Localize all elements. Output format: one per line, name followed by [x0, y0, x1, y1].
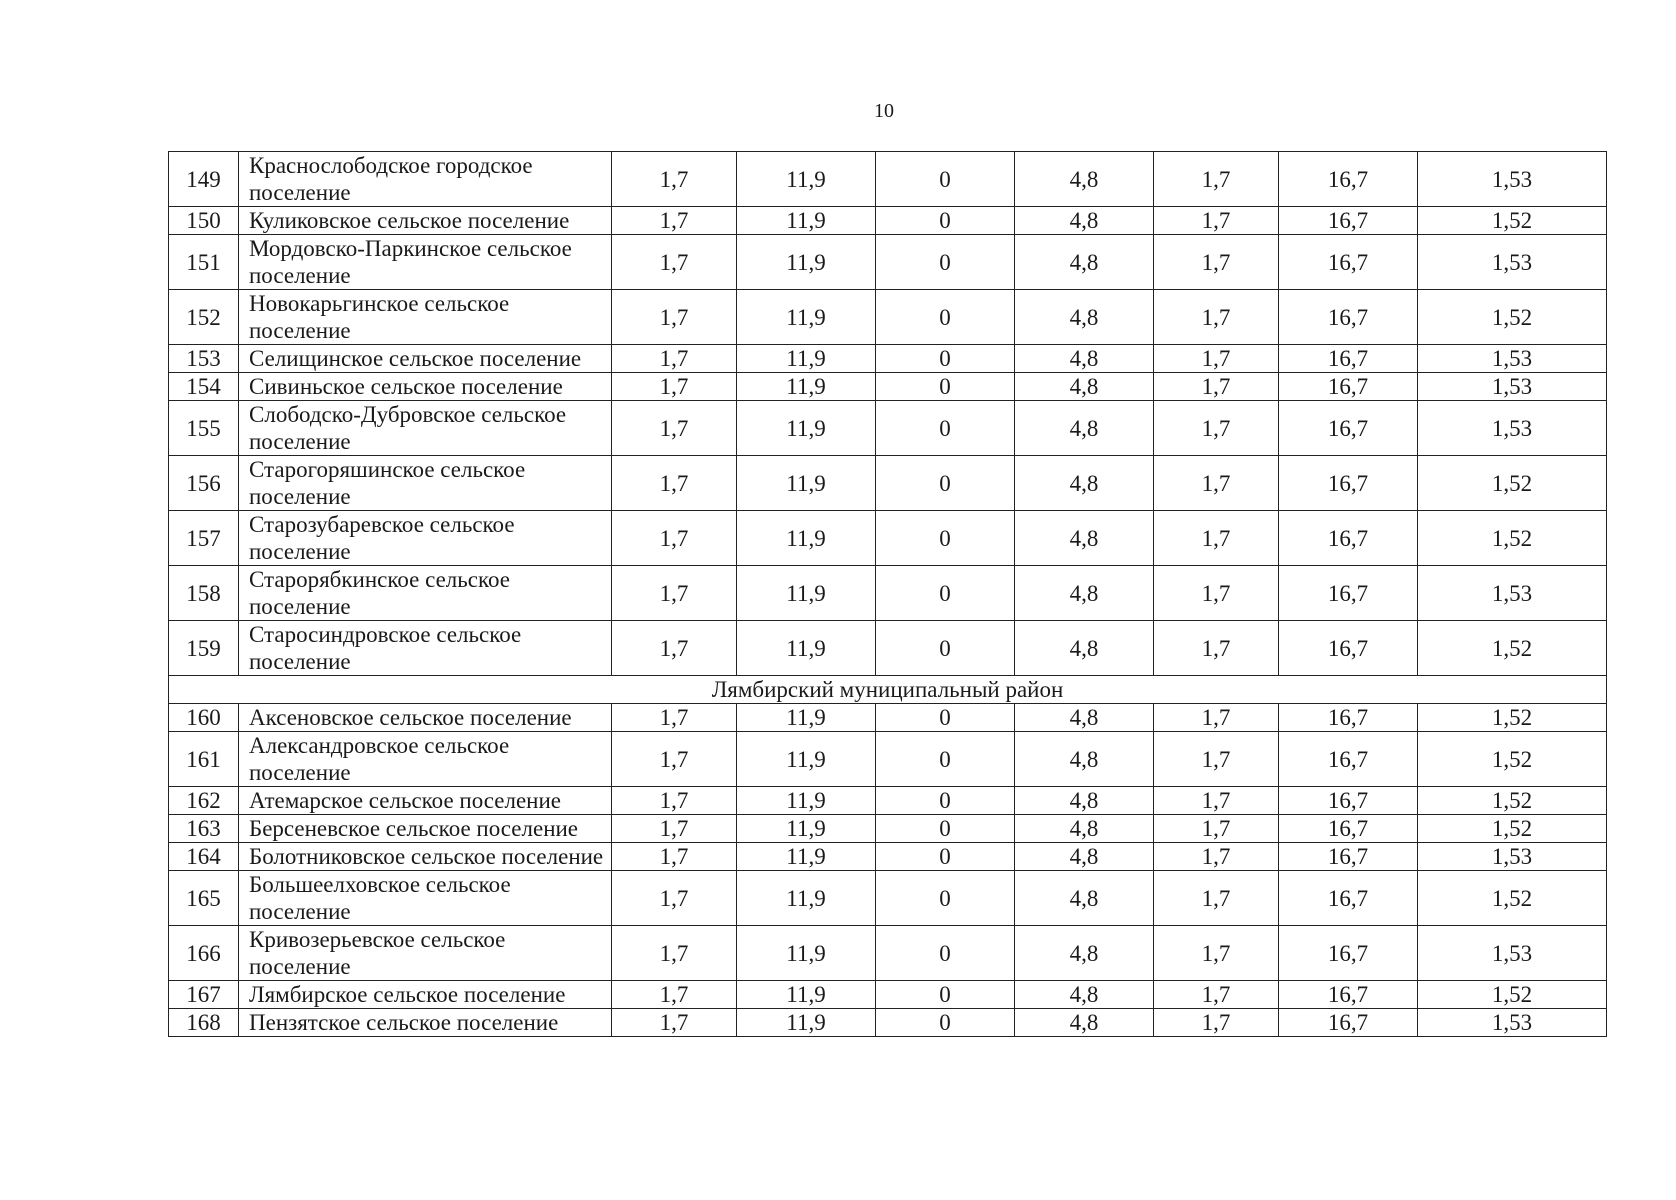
- value-cell: 1,7: [1154, 926, 1279, 981]
- value-cell: 1,7: [612, 456, 737, 511]
- value-cell: 0: [876, 345, 1015, 373]
- value-cell: 1,7: [1154, 401, 1279, 456]
- settlement-name: Атемарское сельское поселение: [239, 787, 612, 815]
- settlement-name: Старозубаревское сельское поселение: [239, 511, 612, 566]
- value-cell: 4,8: [1015, 152, 1154, 207]
- value-cell: 11,9: [737, 815, 876, 843]
- value-cell: 1,7: [612, 981, 737, 1009]
- value-cell: 16,7: [1279, 290, 1418, 345]
- value-cell: 1,7: [1154, 235, 1279, 290]
- value-cell: 11,9: [737, 981, 876, 1009]
- value-cell: 0: [876, 981, 1015, 1009]
- settlement-name: Селищинское сельское поселение: [239, 345, 612, 373]
- value-cell: 1,53: [1418, 926, 1607, 981]
- value-cell: 1,7: [1154, 511, 1279, 566]
- table-row: [169, 207, 1607, 235]
- value-cell: 0: [876, 1009, 1015, 1037]
- value-cell: 4,8: [1015, 621, 1154, 676]
- table-row: [169, 1009, 1607, 1037]
- table-row: [169, 732, 1607, 787]
- value-cell: 1,7: [612, 511, 737, 566]
- value-cell: 11,9: [737, 235, 876, 290]
- settlement-name: Куликовское сельское поселение: [239, 207, 612, 235]
- value-cell: 1,53: [1418, 373, 1607, 401]
- value-cell: 1,53: [1418, 152, 1607, 207]
- value-cell: 1,52: [1418, 981, 1607, 1009]
- value-cell: 0: [876, 871, 1015, 926]
- value-cell: 4,8: [1015, 704, 1154, 732]
- value-cell: 1,53: [1418, 401, 1607, 456]
- value-cell: 11,9: [737, 732, 876, 787]
- value-cell: 1,7: [1154, 566, 1279, 621]
- value-cell: 1,7: [612, 815, 737, 843]
- value-cell: 4,8: [1015, 787, 1154, 815]
- value-cell: 0: [876, 732, 1015, 787]
- settlement-name: Новокарьгинское сельское поселение: [239, 290, 612, 345]
- value-cell: 4,8: [1015, 456, 1154, 511]
- value-cell: 1,7: [1154, 871, 1279, 926]
- value-cell: 4,8: [1015, 290, 1154, 345]
- value-cell: 1,53: [1418, 566, 1607, 621]
- value-cell: 0: [876, 207, 1015, 235]
- value-cell: 16,7: [1279, 981, 1418, 1009]
- value-cell: 11,9: [737, 926, 876, 981]
- value-cell: 1,7: [612, 621, 737, 676]
- value-cell: 0: [876, 401, 1015, 456]
- value-cell: 16,7: [1279, 621, 1418, 676]
- value-cell: 1,52: [1418, 207, 1607, 235]
- value-cell: 4,8: [1015, 871, 1154, 926]
- value-cell: 1,7: [612, 566, 737, 621]
- value-cell: 4,8: [1015, 566, 1154, 621]
- row-number: 164: [169, 843, 239, 871]
- table-row: [169, 871, 1607, 926]
- value-cell: 1,53: [1418, 235, 1607, 290]
- value-cell: 0: [876, 373, 1015, 401]
- value-cell: 1,7: [612, 152, 737, 207]
- settlement-name: Старорябкинское сельское поселение: [239, 566, 612, 621]
- value-cell: 16,7: [1279, 207, 1418, 235]
- value-cell: 11,9: [737, 621, 876, 676]
- value-cell: 16,7: [1279, 732, 1418, 787]
- row-number: 154: [169, 373, 239, 401]
- value-cell: 1,7: [1154, 152, 1279, 207]
- value-cell: 1,7: [612, 207, 737, 235]
- value-cell: 0: [876, 704, 1015, 732]
- value-cell: 16,7: [1279, 566, 1418, 621]
- value-cell: 4,8: [1015, 511, 1154, 566]
- value-cell: 16,7: [1279, 401, 1418, 456]
- table-row: [169, 787, 1607, 815]
- value-cell: 0: [876, 843, 1015, 871]
- value-cell: 16,7: [1279, 1009, 1418, 1037]
- value-cell: 0: [876, 815, 1015, 843]
- settlement-name: Аксеновское сельское поселение: [239, 704, 612, 732]
- value-cell: 11,9: [737, 456, 876, 511]
- value-cell: 1,7: [1154, 704, 1279, 732]
- value-cell: 1,7: [1154, 843, 1279, 871]
- value-cell: 16,7: [1279, 815, 1418, 843]
- value-cell: 0: [876, 566, 1015, 621]
- row-number: 168: [169, 1009, 239, 1037]
- value-cell: 4,8: [1015, 373, 1154, 401]
- value-cell: 1,52: [1418, 704, 1607, 732]
- section-title: Лямбирский муниципальный район: [169, 676, 1607, 704]
- value-cell: 1,7: [612, 373, 737, 401]
- value-cell: 1,7: [1154, 787, 1279, 815]
- value-cell: 1,7: [1154, 981, 1279, 1009]
- value-cell: 4,8: [1015, 732, 1154, 787]
- value-cell: 0: [876, 926, 1015, 981]
- table-row: [169, 621, 1607, 676]
- value-cell: 11,9: [737, 1009, 876, 1037]
- row-number: 166: [169, 926, 239, 981]
- value-cell: 11,9: [737, 207, 876, 235]
- value-cell: 16,7: [1279, 511, 1418, 566]
- value-cell: 0: [876, 290, 1015, 345]
- value-cell: 1,7: [1154, 815, 1279, 843]
- value-cell: 1,7: [612, 871, 737, 926]
- settlement-name: Кривозерьевское сельское поселение: [239, 926, 612, 981]
- value-cell: 11,9: [737, 843, 876, 871]
- value-cell: 16,7: [1279, 787, 1418, 815]
- value-cell: 1,52: [1418, 621, 1607, 676]
- value-cell: 16,7: [1279, 345, 1418, 373]
- table-row: [169, 373, 1607, 401]
- value-cell: 1,52: [1418, 871, 1607, 926]
- value-cell: 4,8: [1015, 235, 1154, 290]
- value-cell: 1,7: [612, 401, 737, 456]
- table-row: [169, 511, 1607, 566]
- page-number: 10: [874, 100, 894, 122]
- row-number: 159: [169, 621, 239, 676]
- row-number: 158: [169, 566, 239, 621]
- value-cell: 1,7: [1154, 621, 1279, 676]
- row-number: 149: [169, 152, 239, 207]
- value-cell: 1,7: [1154, 345, 1279, 373]
- value-cell: 1,52: [1418, 456, 1607, 511]
- settlement-name: Большеелховское сельское поселение: [239, 871, 612, 926]
- value-cell: 1,7: [612, 345, 737, 373]
- row-number: 153: [169, 345, 239, 373]
- row-number: 161: [169, 732, 239, 787]
- value-cell: 1,7: [612, 843, 737, 871]
- value-cell: 1,7: [1154, 207, 1279, 235]
- value-cell: 16,7: [1279, 152, 1418, 207]
- value-cell: 0: [876, 511, 1015, 566]
- value-cell: 16,7: [1279, 843, 1418, 871]
- value-cell: 1,7: [612, 1009, 737, 1037]
- table-row: [169, 704, 1607, 732]
- value-cell: 1,52: [1418, 511, 1607, 566]
- value-cell: 16,7: [1279, 456, 1418, 511]
- row-number: 163: [169, 815, 239, 843]
- value-cell: 1,7: [1154, 373, 1279, 401]
- row-number: 150: [169, 207, 239, 235]
- value-cell: 1,52: [1418, 732, 1607, 787]
- value-cell: 11,9: [737, 373, 876, 401]
- table-row: [169, 235, 1607, 290]
- value-cell: 1,7: [1154, 732, 1279, 787]
- value-cell: 1,53: [1418, 843, 1607, 871]
- table-row: [169, 290, 1607, 345]
- row-number: 151: [169, 235, 239, 290]
- value-cell: 0: [876, 621, 1015, 676]
- settlement-name: Краснослободское городское поселение: [239, 152, 612, 207]
- settlement-name: Старосиндровское сельское поселение: [239, 621, 612, 676]
- value-cell: 1,53: [1418, 1009, 1607, 1037]
- settlement-name: Александровское сельское поселение: [239, 732, 612, 787]
- value-cell: 16,7: [1279, 235, 1418, 290]
- value-cell: 4,8: [1015, 843, 1154, 871]
- table-body: [169, 152, 1607, 1037]
- row-number: 160: [169, 704, 239, 732]
- value-cell: 11,9: [737, 871, 876, 926]
- value-cell: 0: [876, 456, 1015, 511]
- table-row: [169, 981, 1607, 1009]
- value-cell: 0: [876, 152, 1015, 207]
- value-cell: 1,7: [612, 235, 737, 290]
- value-cell: 4,8: [1015, 815, 1154, 843]
- value-cell: 1,7: [1154, 1009, 1279, 1037]
- row-number: 156: [169, 456, 239, 511]
- value-cell: 11,9: [737, 290, 876, 345]
- value-cell: 4,8: [1015, 981, 1154, 1009]
- value-cell: 11,9: [737, 704, 876, 732]
- value-cell: 1,7: [612, 704, 737, 732]
- table-row: [169, 152, 1607, 207]
- row-number: 165: [169, 871, 239, 926]
- value-cell: 1,52: [1418, 787, 1607, 815]
- value-cell: 11,9: [737, 787, 876, 815]
- settlement-name: Сивиньское сельское поселение: [239, 373, 612, 401]
- settlement-name: Пензятское сельское поселение: [239, 1009, 612, 1037]
- value-cell: 1,53: [1418, 345, 1607, 373]
- value-cell: 4,8: [1015, 1009, 1154, 1037]
- table-row: [169, 456, 1607, 511]
- value-cell: 1,7: [612, 732, 737, 787]
- settlement-name: Мордовско-Паркинское сельское поселение: [239, 235, 612, 290]
- value-cell: 4,8: [1015, 401, 1154, 456]
- value-cell: 1,7: [1154, 456, 1279, 511]
- value-cell: 1,7: [1154, 290, 1279, 345]
- value-cell: 11,9: [737, 566, 876, 621]
- settlement-name: Лямбирское сельское поселение: [239, 981, 612, 1009]
- value-cell: 1,52: [1418, 290, 1607, 345]
- value-cell: 1,7: [612, 926, 737, 981]
- value-cell: 16,7: [1279, 926, 1418, 981]
- value-cell: 4,8: [1015, 926, 1154, 981]
- value-cell: 4,8: [1015, 207, 1154, 235]
- value-cell: 1,52: [1418, 815, 1607, 843]
- table-row: [169, 401, 1607, 456]
- settlement-name: Берсеневское сельское поселение: [239, 815, 612, 843]
- value-cell: 0: [876, 235, 1015, 290]
- row-number: 162: [169, 787, 239, 815]
- settlement-name: Болотниковское сельское поселение: [239, 843, 612, 871]
- table-row: [169, 345, 1607, 373]
- value-cell: 0: [876, 787, 1015, 815]
- value-cell: 11,9: [737, 345, 876, 373]
- value-cell: 11,9: [737, 401, 876, 456]
- table-row: [169, 566, 1607, 621]
- table-row: [169, 926, 1607, 981]
- data-table: [168, 151, 1607, 1037]
- value-cell: 1,7: [612, 787, 737, 815]
- row-number: 157: [169, 511, 239, 566]
- value-cell: 16,7: [1279, 704, 1418, 732]
- settlement-name: Старогоряшинское сельское поселение: [239, 456, 612, 511]
- row-number: 152: [169, 290, 239, 345]
- row-number: 155: [169, 401, 239, 456]
- settlement-name: Слободско-Дубровское сельское поселение: [239, 401, 612, 456]
- value-cell: 11,9: [737, 511, 876, 566]
- value-cell: 16,7: [1279, 373, 1418, 401]
- value-cell: 11,9: [737, 152, 876, 207]
- value-cell: 1,7: [612, 290, 737, 345]
- table-row: [169, 815, 1607, 843]
- section-header-row: [169, 676, 1607, 704]
- value-cell: 16,7: [1279, 871, 1418, 926]
- value-cell: 4,8: [1015, 345, 1154, 373]
- table-row: [169, 843, 1607, 871]
- row-number: 167: [169, 981, 239, 1009]
